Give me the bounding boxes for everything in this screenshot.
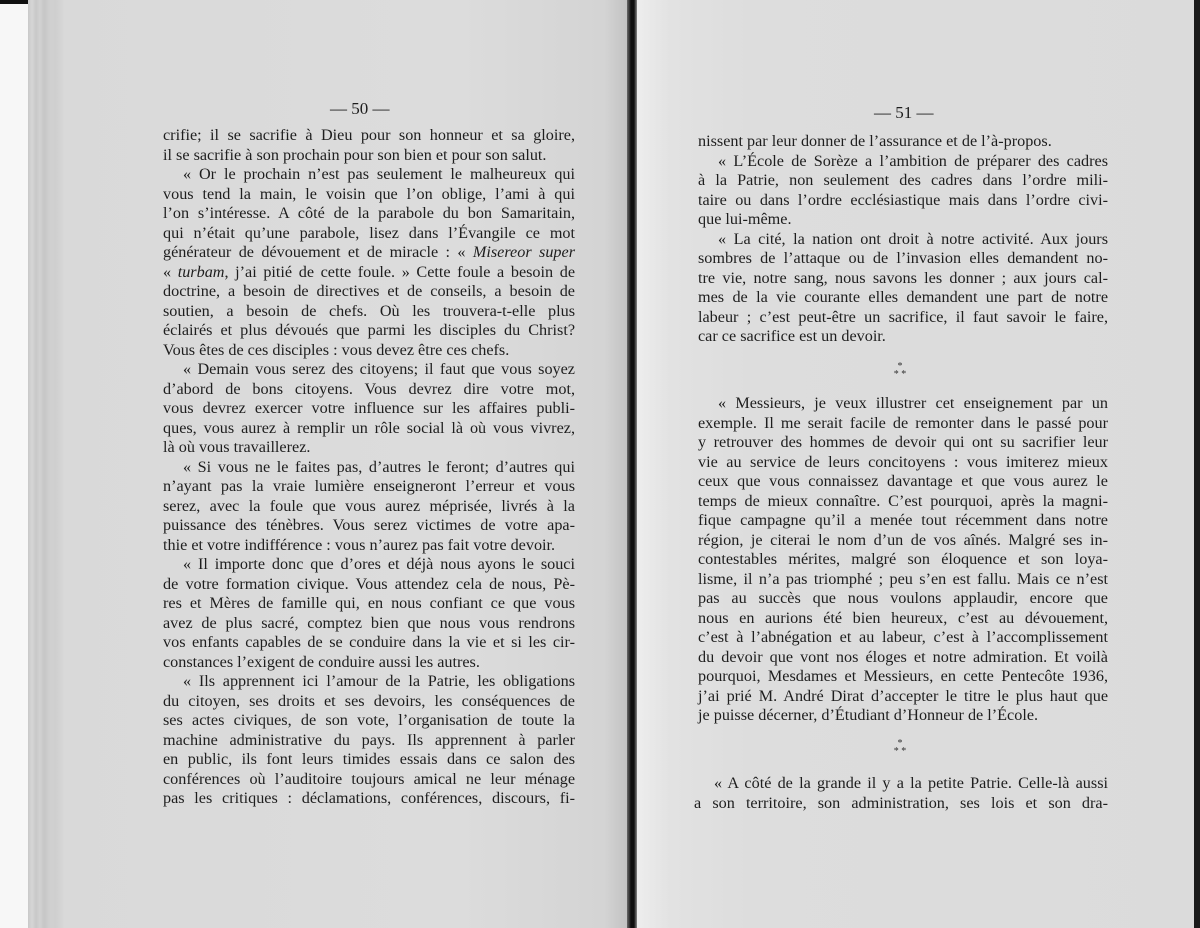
text-line xyxy=(698,472,1108,492)
text-line-content: machine administrative du pays. Ils apprennent à parler xyxy=(163,730,575,749)
text-line xyxy=(694,794,1108,814)
text-line-content: il se sacrifie à son prochain pour son bien et pour son salut. xyxy=(163,145,547,164)
right-page-text-block-3 xyxy=(694,774,1108,813)
text-line-content: pas les critiques : déclamations, conférences, discours, fi- xyxy=(163,789,575,807)
text-line xyxy=(163,672,575,692)
text-line-content: thie et votre indifférence : vous n’aurez pas fait votre devoir. xyxy=(163,535,556,554)
text-line xyxy=(698,706,1108,726)
section-separator-asterism xyxy=(880,363,920,379)
text-line xyxy=(163,380,575,400)
page-number-left: — 50 — xyxy=(330,99,390,118)
text-line-content: vie au service de leurs concitoyens : vous imiterez mieux xyxy=(698,452,1108,471)
text-line xyxy=(163,204,575,224)
text-line-content: crifie; il se sacrifie à Dieu pour son honneur et sa gloire, xyxy=(163,126,575,144)
text-line-content: « Il importe donc que d’ores et déjà nous ayons le souci xyxy=(183,555,575,573)
text-line-content: soutien, a besoin de chefs. Où les trouvera-t-elle plus xyxy=(163,301,575,320)
text-line xyxy=(698,570,1108,590)
text-line-content: doctrine, a besoin de directives et de conseils, a besoin de xyxy=(163,282,575,300)
text-line-content: sombres de l’attaque ou de l’invasion elles demandent no- xyxy=(698,249,1108,267)
text-line xyxy=(163,594,575,614)
text-line xyxy=(698,687,1108,707)
text-line xyxy=(698,327,1108,347)
text-line-content: nous en aurions été bien heureux, c’est au dévouement, xyxy=(698,608,1108,627)
text-line-content: , j’ai pitié de cette foule. » Cette foule a besoin de xyxy=(224,262,576,281)
text-line xyxy=(163,419,575,439)
asterisk-row: * * xyxy=(893,369,907,380)
text-line xyxy=(163,692,575,712)
book-gutter xyxy=(627,0,637,928)
latin-quote: turbam xyxy=(177,262,225,281)
asterisk-row: * xyxy=(897,738,903,749)
text-line xyxy=(163,146,575,166)
text-line-content: car ce sacrifice est un devoir. xyxy=(698,327,886,345)
text-line-content: du devoir que vont nos éloges et notre admiration. Et voilà xyxy=(698,647,1108,666)
text-line-content: vous tend la main, le voisin que l’on oblige, l’ami à qui xyxy=(163,184,575,203)
text-line xyxy=(163,711,575,731)
text-line xyxy=(163,243,575,263)
text-line-content: d’abord de bons citoyens. Vous devrez dire votre mot, xyxy=(163,379,575,398)
text-line-content: lisme, il n’a pas triomphé ; peu s’en est fallu. Mais ce n’est xyxy=(698,569,1108,588)
text-line-content: que lui-même. xyxy=(698,210,792,228)
text-line xyxy=(698,132,1108,152)
text-line xyxy=(698,414,1108,434)
text-line xyxy=(163,497,575,517)
text-line xyxy=(163,165,575,185)
text-line xyxy=(163,653,575,673)
text-line-content: Vous êtes de ces disciples : vous devez être ces chefs. xyxy=(163,340,510,359)
text-line xyxy=(163,399,575,419)
scan-edge xyxy=(0,0,30,4)
text-line-content: vous devrez exercer votre influence sur les affaires publi- xyxy=(163,399,575,417)
text-line-content: n’ayant pas la vraie lumière enseigneront l’erreur et vous xyxy=(163,477,575,495)
text-line xyxy=(698,394,1108,414)
right-page-text-block-1 xyxy=(698,132,1108,347)
text-line xyxy=(698,249,1108,269)
text-line-content: de votre formation civique. Vous attendez cela de nous, Pè- xyxy=(163,574,575,593)
text-line-content: « A côté de la grande il y a la petite Patrie. Celle-là aussi xyxy=(714,774,1108,792)
text-line-content: avez de plus sacré, comptez bien que nous vous rendrons xyxy=(163,613,575,632)
text-line-content: « Ils apprennent ici l’amour de la Patrie, les obligations xyxy=(183,672,575,690)
text-line-content: qui n’était qu’une parabole, lisez dans l’Évangile ce mot xyxy=(163,223,575,242)
page-number-right: — 51 — xyxy=(874,103,934,122)
text-line xyxy=(163,224,575,244)
text-line-content: pourquoi, Mesdames et Messieurs, en cette Pentecôte 1936, xyxy=(698,667,1108,685)
text-line xyxy=(698,191,1108,211)
text-line-content: conférences où l’auditoire toujours amical ne leur ménage xyxy=(163,769,575,788)
text-line-content: taire ou dans l’ordre ecclésiastique mais dans l’ordre civi- xyxy=(698,190,1108,209)
text-line xyxy=(698,152,1108,172)
text-line-content: « L’École de Sorèze a l’ambition de préparer des cadres xyxy=(718,151,1108,170)
text-line-content: en public, ils font leurs timides essais dans ce salon des xyxy=(163,750,575,768)
text-line-content: pas au succès que nous voulons applaudir, encore que xyxy=(698,589,1108,607)
text-line xyxy=(163,536,575,556)
text-line xyxy=(698,648,1108,668)
text-line xyxy=(163,185,575,205)
text-line-content: a son territoire, son administration, ses lois et son dra- xyxy=(694,793,1108,812)
text-line xyxy=(698,269,1108,289)
text-line xyxy=(163,770,575,790)
text-line xyxy=(163,633,575,653)
text-line xyxy=(163,341,575,361)
text-line-content: région, je citerai le nom d’un de vos aînés. Malgré ses in- xyxy=(698,530,1108,549)
text-line-content: y retrouver des hommes de devoir qui ont su sacrifier leur xyxy=(698,433,1108,451)
text-line xyxy=(698,288,1108,308)
text-line-content: l’on s’intéresse. A côté de la parabole du bon Samaritain, xyxy=(163,204,575,222)
text-line-content: « Demain vous serez des citoyens; il faut que vous soyez xyxy=(183,360,575,378)
text-line-content: « Or le prochain n’est pas seulement le malheureux qui xyxy=(183,165,575,183)
text-line-content: puissance des ténèbres. Vous serez victimes de votre apa- xyxy=(163,516,575,534)
text-line xyxy=(698,667,1108,687)
asterisk-row: * xyxy=(897,361,903,372)
text-line xyxy=(163,263,575,283)
latin-quote: Misereor super xyxy=(472,243,575,261)
text-line-content: « La cité, la nation ont droit à notre activité. Aux jours xyxy=(718,229,1108,248)
text-line-content: contestables mérites, malgré son éloquence et son loya- xyxy=(698,550,1108,568)
text-line-content: « Si vous ne le faites pas, d’autres le feront; d’autres qui xyxy=(183,457,575,476)
asterisk-row: * * xyxy=(893,746,907,757)
text-line xyxy=(163,477,575,497)
text-line-content: générateur de dévouement et de miracle : « xyxy=(163,243,473,261)
text-line xyxy=(163,731,575,751)
text-line xyxy=(698,531,1108,551)
text-line-content: fique campagne qu’il a menée tout récemment dans notre xyxy=(698,511,1108,529)
text-line-content: serez, avec la foule que vous aurez méprisée, livrés à la xyxy=(163,496,575,515)
text-line-content: à la Patrie, non seulement des cadres dans l’ordre mili- xyxy=(698,171,1108,189)
text-line xyxy=(163,438,575,458)
text-line xyxy=(163,555,575,575)
text-line-content: exemple. Il me serait facile de remonter dans le passé pour xyxy=(698,413,1108,432)
text-line-content: ceux que vous connaissez davantage et que vous aurez le xyxy=(698,472,1108,490)
text-line xyxy=(698,453,1108,473)
text-line xyxy=(698,550,1108,570)
text-line xyxy=(163,126,575,146)
text-line-content: ques, vous aurez à remplir un rôle social là où vous vivrez, xyxy=(163,418,575,437)
page-stack-edges xyxy=(28,0,64,928)
text-line xyxy=(163,575,575,595)
left-page-text xyxy=(163,126,575,809)
text-line-content: éclairés et plus dévoués que parmi les disciples du Christ? xyxy=(163,321,575,339)
text-line-content: temps de mieux connaître. C’est pourquoi, après la magni- xyxy=(698,491,1108,510)
text-line-content: « xyxy=(163,262,178,281)
text-line xyxy=(698,171,1108,191)
text-line xyxy=(698,210,1108,230)
text-line-content: constances l’exigent de conduire aussi les autres. xyxy=(163,652,480,671)
text-line xyxy=(163,516,575,536)
text-line xyxy=(163,282,575,302)
text-line-content: je puisse décerner, d’Étudiant d’Honneur de l’École. xyxy=(698,706,1039,724)
scan-edge-right xyxy=(1194,0,1200,928)
text-line xyxy=(698,628,1108,648)
text-line xyxy=(698,589,1108,609)
text-line xyxy=(698,511,1108,531)
text-line-content: vos enfants capables de se conduire dans la vie et si les cir- xyxy=(163,633,575,651)
text-line-content: c’est à l’abnégation et au labeur, c’est à l’accomplissement xyxy=(698,628,1108,646)
text-line-content: ses actes civiques, de son vote, l’organisation de toute la xyxy=(163,711,575,729)
right-page-text-block-2 xyxy=(698,394,1108,726)
text-line xyxy=(698,609,1108,629)
text-line-content: j’ai prié M. André Dirat d’accepter le titre le plus haut que xyxy=(698,686,1108,705)
text-line-content: « Messieurs, je veux illustrer cet enseignement par un xyxy=(718,394,1108,412)
scan-margin xyxy=(0,0,28,928)
text-line xyxy=(698,492,1108,512)
text-line-content: res et Mères de famille qui, en nous confiant ce que vous xyxy=(163,594,575,612)
section-separator-asterism xyxy=(880,740,920,756)
text-line xyxy=(163,360,575,380)
text-line xyxy=(163,750,575,770)
text-line-content: mes de la vie courante elles demandent une part de notre xyxy=(698,288,1108,306)
text-line xyxy=(698,308,1108,328)
text-line-content: tre vie, notre sang, nous savons les donner ; aux jours cal- xyxy=(698,268,1108,287)
text-line-content: labeur ; c’est peut-être un sacrifice, il faut savoir le faire, xyxy=(698,307,1108,326)
text-line-content: du citoyen, ses droits et ses devoirs, les conséquences de xyxy=(163,691,575,710)
text-line xyxy=(163,614,575,634)
text-line xyxy=(698,230,1108,250)
text-line-content: nissent par leur donner de l’assurance et de l’à-propos. xyxy=(698,132,1052,150)
text-line xyxy=(163,458,575,478)
text-line xyxy=(163,302,575,322)
text-line xyxy=(694,774,1108,794)
text-line-content: là où vous travaillerez. xyxy=(163,438,311,456)
text-line xyxy=(163,789,575,809)
text-line xyxy=(163,321,575,341)
text-line xyxy=(698,433,1108,453)
